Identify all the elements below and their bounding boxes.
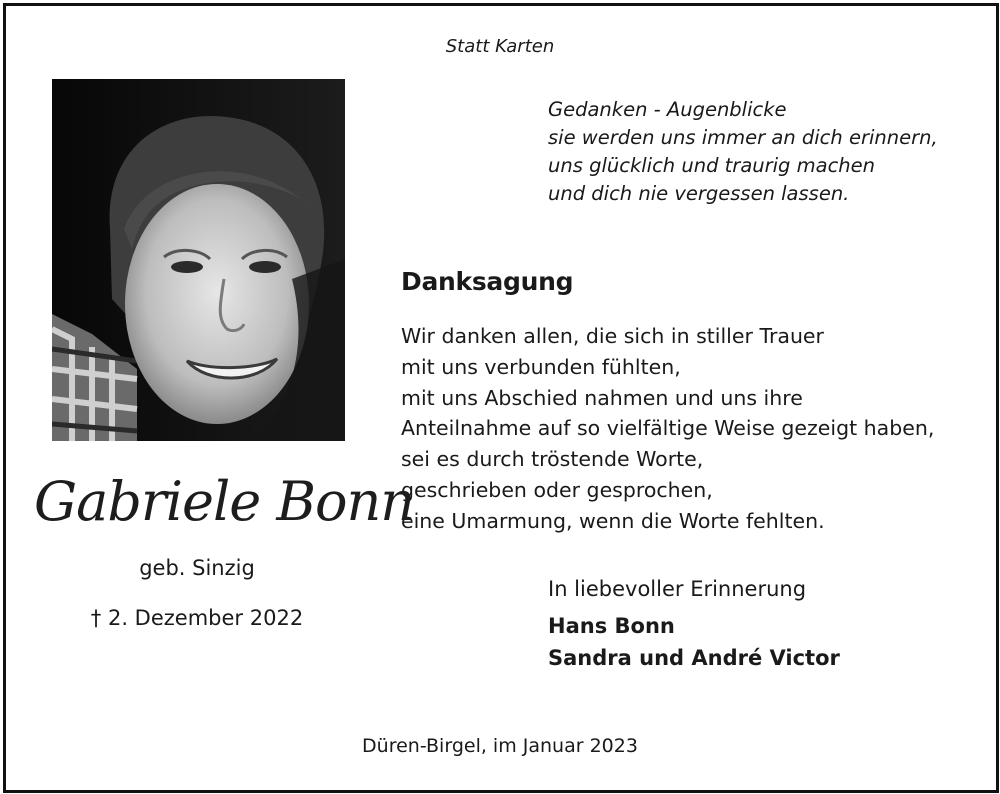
notice-body <box>401 321 934 537</box>
notice-line: sei es durch tröstende Worte, <box>401 447 704 472</box>
poem-line: sie werden uns immer an dich erinnern, <box>548 126 938 149</box>
poem-line: Gedanken - Augenblicke <box>548 98 787 121</box>
poem <box>548 96 938 208</box>
header-text: Statt Karten <box>445 36 555 57</box>
signer-name: Sandra und André Victor <box>548 646 840 670</box>
memory-line: In liebevoller Erinnerung <box>548 577 807 601</box>
portrait-illustration <box>52 79 345 441</box>
notice-line: eine Umarmung, wenn die Worte fehlten. <box>401 508 825 533</box>
birth-name: geb. Sinzig <box>139 556 255 580</box>
poem-line: uns glücklich und traurig machen <box>548 154 876 177</box>
portrait-photo <box>52 79 345 441</box>
signers <box>548 610 840 674</box>
notice-line: mit uns verbunden fühlten, <box>401 354 681 379</box>
notice-line: Wir danken allen, die sich in stiller Trauer <box>401 324 824 348</box>
notice-line: Anteilnahme auf so vielfältige Weise gezeigt haben, <box>401 416 935 441</box>
notice-line: geschrieben oder gesprochen, <box>401 477 713 502</box>
deceased-name: Gabriele Bonn <box>34 470 415 533</box>
notice-line: mit uns Abschied nahmen und uns ihre <box>401 385 803 410</box>
notice-title: Danksagung <box>401 267 574 296</box>
death-date: † 2. Dezember 2022 <box>90 606 304 630</box>
signer-name: Hans Bonn <box>548 614 675 638</box>
footer-place-date: Düren-Birgel, im Januar 2023 <box>362 735 638 757</box>
poem-line: und dich nie vergessen lassen. <box>548 182 850 205</box>
